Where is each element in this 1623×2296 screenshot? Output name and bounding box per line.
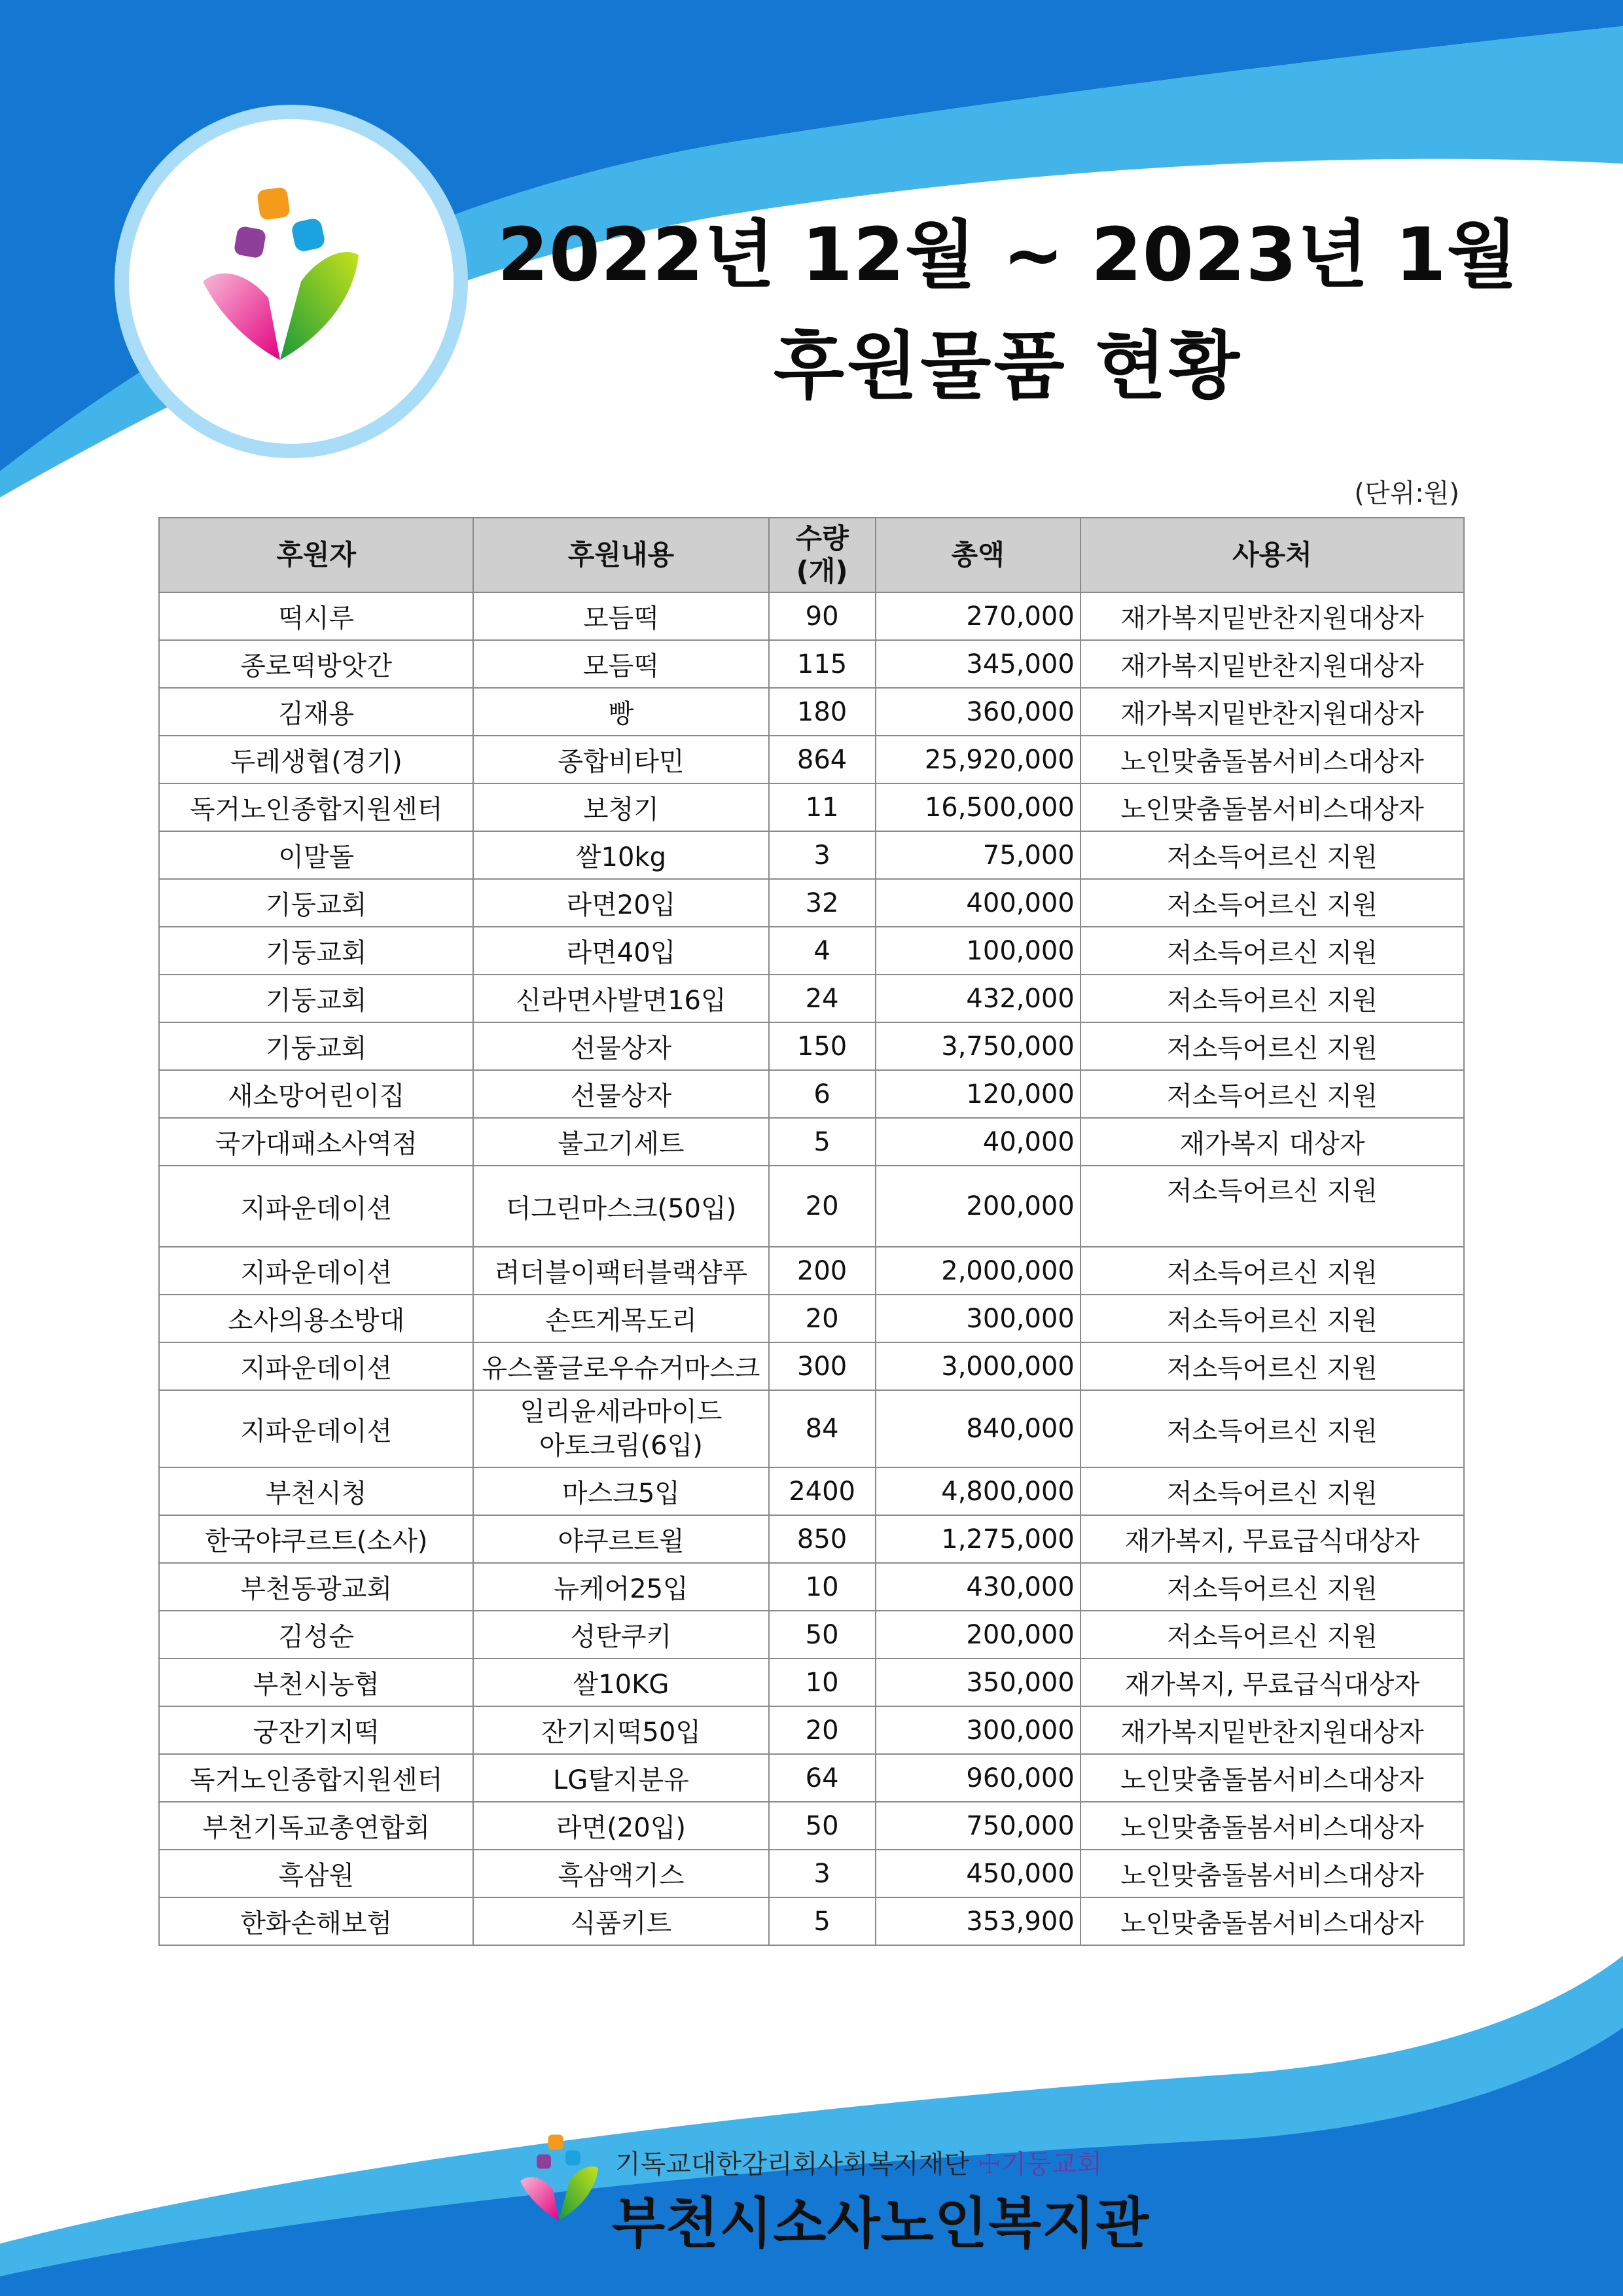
table-row <box>159 1342 1464 1390</box>
page-subtitle: 후원물품 현황 <box>773 324 1243 409</box>
quantity-cell: 300 <box>769 1342 876 1390</box>
quantity-cell: 84 <box>769 1390 876 1467</box>
quantity-cell: 3 <box>769 831 876 879</box>
amount-cell: 200,000 <box>876 1611 1080 1659</box>
usage-cell: 노인맞춤돌봄서비스대상자 <box>1080 1754 1464 1802</box>
amount-cell: 300,000 <box>876 1295 1080 1342</box>
item-cell: 모듬떡 <box>473 640 768 688</box>
table-row <box>159 1467 1464 1515</box>
table-body <box>159 592 1464 1945</box>
quantity-cell: 3 <box>769 1850 876 1897</box>
donor-cell: 이말돌 <box>159 831 473 879</box>
usage-cell: 노인맞춤돌봄서비스대상자 <box>1080 1850 1464 1897</box>
table-row <box>159 640 1464 688</box>
item-cell: 더그린마스크(50입) <box>473 1166 768 1247</box>
amount-cell: 2,000,000 <box>876 1247 1080 1295</box>
header-donor: 후원자 <box>159 518 473 592</box>
header-quantity: 수량 (개) <box>769 518 876 592</box>
table-row <box>159 1802 1464 1850</box>
quantity-cell: 115 <box>769 640 876 688</box>
donor-cell: 종로떡방앗간 <box>159 640 473 688</box>
footer-org-name: 부천시소사노인복지관 <box>612 2191 1150 2255</box>
donor-cell: 두레생협(경기) <box>159 736 473 783</box>
quantity-cell: 24 <box>769 975 876 1022</box>
table-row <box>159 592 1464 640</box>
header-usage: 사용처 <box>1080 518 1464 592</box>
amount-cell: 360,000 <box>876 688 1080 736</box>
table-row <box>159 688 1464 736</box>
table-row <box>159 783 1464 831</box>
item-cell: 쌀10KG <box>473 1659 768 1706</box>
usage-cell: 저소득어르신 지원 <box>1080 1342 1464 1390</box>
table-row <box>159 1022 1464 1070</box>
usage-cell: 재가복지밑반찬지원대상자 <box>1080 1706 1464 1754</box>
usage-cell: 저소득어르신 지원 <box>1080 1247 1464 1295</box>
amount-cell: 960,000 <box>876 1754 1080 1802</box>
quantity-cell: 20 <box>769 1166 876 1247</box>
donor-cell: 떡시루 <box>159 592 473 640</box>
item-cell: 잔기지떡50입 <box>473 1706 768 1754</box>
donor-cell: 궁잔기지떡 <box>159 1706 473 1754</box>
donor-cell: 기둥교회 <box>159 879 473 927</box>
donor-cell: 새소망어린이집 <box>159 1070 473 1118</box>
item-cell: 종합비타민 <box>473 736 768 783</box>
donor-cell: 지파운데이션 <box>159 1342 473 1390</box>
donor-cell: 국가대패소사역점 <box>159 1118 473 1166</box>
quantity-cell: 150 <box>769 1022 876 1070</box>
item-cell: 마스크5입 <box>473 1467 768 1515</box>
donor-cell: 지파운데이션 <box>159 1166 473 1247</box>
amount-cell: 353,900 <box>876 1897 1080 1945</box>
church-cross-icon: ☩ <box>977 2149 1001 2179</box>
donor-cell: 지파운데이션 <box>159 1247 473 1295</box>
item-cell: 뉴케어25입 <box>473 1563 768 1611</box>
item-cell: 성탄쿠키 <box>473 1611 768 1659</box>
donor-cell: 부천시청 <box>159 1467 473 1515</box>
quantity-cell: 10 <box>769 1659 876 1706</box>
donor-cell: 기둥교회 <box>159 975 473 1022</box>
table-row <box>159 1118 1464 1166</box>
item-cell: 라면20입 <box>473 879 768 927</box>
item-cell: 보청기 <box>473 783 768 831</box>
table-row <box>159 1070 1464 1118</box>
donor-cell: 부천시농협 <box>159 1659 473 1706</box>
item-cell: 유스풀글로우슈거마스크 <box>473 1342 768 1390</box>
amount-cell: 350,000 <box>876 1659 1080 1706</box>
donor-cell: 독거노인종합지원센터 <box>159 1754 473 1802</box>
table-row <box>159 1166 1464 1247</box>
donor-cell: 기둥교회 <box>159 1022 473 1070</box>
quantity-cell: 32 <box>769 879 876 927</box>
usage-cell: 재가복지밑반찬지원대상자 <box>1080 592 1464 640</box>
item-cell: 일리윤세라마이드 아토크림(6입) <box>473 1390 768 1467</box>
donor-cell: 소사의용소방대 <box>159 1295 473 1342</box>
usage-cell: 재가복지밑반찬지원대상자 <box>1080 640 1464 688</box>
amount-cell: 100,000 <box>876 927 1080 975</box>
usage-cell: 저소득어르신 지원 <box>1080 1390 1464 1467</box>
header-item: 후원내용 <box>473 518 768 592</box>
amount-cell: 750,000 <box>876 1802 1080 1850</box>
footer-logo-icon <box>517 2130 602 2229</box>
donation-table <box>158 517 1465 1946</box>
item-cell: 식품키트 <box>473 1897 768 1945</box>
usage-cell: 저소득어르신 지원 <box>1080 1166 1464 1247</box>
quantity-cell: 50 <box>769 1802 876 1850</box>
quantity-cell: 2400 <box>769 1467 876 1515</box>
donor-cell: 한국야쿠르트(소사) <box>159 1515 473 1563</box>
amount-cell: 450,000 <box>876 1850 1080 1897</box>
donor-cell: 기둥교회 <box>159 927 473 975</box>
item-cell: 모듬떡 <box>473 592 768 640</box>
quantity-cell: 10 <box>769 1563 876 1611</box>
item-cell: 선물상자 <box>473 1022 768 1070</box>
item-cell: 선물상자 <box>473 1070 768 1118</box>
quantity-cell: 64 <box>769 1754 876 1802</box>
table-row <box>159 1563 1464 1611</box>
usage-cell: 저소득어르신 지원 <box>1080 1022 1464 1070</box>
amount-cell: 432,000 <box>876 975 1080 1022</box>
item-cell: 쌀10kg <box>473 831 768 879</box>
amount-cell: 3,000,000 <box>876 1342 1080 1390</box>
usage-cell: 저소득어르신 지원 <box>1080 975 1464 1022</box>
item-cell: 손뜨게목도리 <box>473 1295 768 1342</box>
amount-cell: 4,800,000 <box>876 1467 1080 1515</box>
amount-cell: 25,920,000 <box>876 736 1080 783</box>
donor-cell: 부천동광교회 <box>159 1563 473 1611</box>
table-row <box>159 1390 1464 1467</box>
quantity-cell: 20 <box>769 1706 876 1754</box>
table-row <box>159 1247 1464 1295</box>
donor-cell: 한화손해보험 <box>159 1897 473 1945</box>
usage-cell: 저소득어르신 지원 <box>1080 1611 1464 1659</box>
usage-cell: 노인맞춤돌봄서비스대상자 <box>1080 1802 1464 1850</box>
quantity-cell: 90 <box>769 592 876 640</box>
quantity-cell: 180 <box>769 688 876 736</box>
amount-cell: 40,000 <box>876 1118 1080 1166</box>
footer-foundation-line <box>615 2144 1102 2181</box>
item-cell: 흑삼액기스 <box>473 1850 768 1897</box>
table-row <box>159 1897 1464 1945</box>
usage-cell: 저소득어르신 지원 <box>1080 831 1464 879</box>
usage-cell: 재가복지, 무료급식대상자 <box>1080 1659 1464 1706</box>
amount-cell: 300,000 <box>876 1706 1080 1754</box>
usage-cell: 노인맞춤돌봄서비스대상자 <box>1080 736 1464 783</box>
amount-cell: 120,000 <box>876 1070 1080 1118</box>
usage-cell: 저소득어르신 지원 <box>1080 1563 1464 1611</box>
quantity-cell: 850 <box>769 1515 876 1563</box>
item-cell: 라면40입 <box>473 927 768 975</box>
foundation-name: 기독교대한감리회사회복지재단 <box>615 2149 969 2179</box>
table-row <box>159 1706 1464 1754</box>
amount-cell: 16,500,000 <box>876 783 1080 831</box>
quantity-cell: 50 <box>769 1611 876 1659</box>
usage-cell: 저소득어르신 지원 <box>1080 1070 1464 1118</box>
quantity-cell: 864 <box>769 736 876 783</box>
item-cell: 려더블이팩터블랙샴푸 <box>473 1247 768 1295</box>
table-row <box>159 1295 1464 1342</box>
usage-cell: 재가복지, 무료급식대상자 <box>1080 1515 1464 1563</box>
item-cell: 불고기세트 <box>473 1118 768 1166</box>
amount-cell: 3,750,000 <box>876 1022 1080 1070</box>
table-row <box>159 1659 1464 1706</box>
amount-cell: 840,000 <box>876 1390 1080 1467</box>
donor-cell: 부천기독교총연합회 <box>159 1802 473 1850</box>
quantity-cell: 11 <box>769 783 876 831</box>
quantity-cell: 4 <box>769 927 876 975</box>
item-cell: 라면(20입) <box>473 1802 768 1850</box>
table-header-row <box>159 518 1464 592</box>
usage-cell: 재가복지 대상자 <box>1080 1118 1464 1166</box>
donor-cell: 지파운데이션 <box>159 1390 473 1467</box>
donor-cell: 독거노인종합지원센터 <box>159 783 473 831</box>
amount-cell: 400,000 <box>876 879 1080 927</box>
table-row <box>159 1515 1464 1563</box>
quantity-cell: 5 <box>769 1118 876 1166</box>
church-name: 기둥교회 <box>1001 2149 1103 2179</box>
amount-cell: 430,000 <box>876 1563 1080 1611</box>
item-cell: LG탈지분유 <box>473 1754 768 1802</box>
table-row <box>159 736 1464 783</box>
quantity-cell: 20 <box>769 1295 876 1342</box>
table-row <box>159 1611 1464 1659</box>
amount-cell: 270,000 <box>876 592 1080 640</box>
usage-cell: 저소득어르신 지원 <box>1080 1467 1464 1515</box>
unit-label: (단위:원) <box>1354 478 1459 509</box>
amount-cell: 345,000 <box>876 640 1080 688</box>
table-row <box>159 831 1464 879</box>
amount-cell: 200,000 <box>876 1166 1080 1247</box>
table-row <box>159 975 1464 1022</box>
usage-cell: 저소득어르신 지원 <box>1080 1295 1464 1342</box>
item-cell: 빵 <box>473 688 768 736</box>
item-cell: 야쿠르트윌 <box>473 1515 768 1563</box>
quantity-cell: 6 <box>769 1070 876 1118</box>
donor-cell: 흑삼원 <box>159 1850 473 1897</box>
header-amount: 총액 <box>876 518 1080 592</box>
donor-cell: 김재용 <box>159 688 473 736</box>
quantity-cell: 5 <box>769 1897 876 1945</box>
amount-cell: 1,275,000 <box>876 1515 1080 1563</box>
page-title: 2022년 12월 ~ 2023년 1월 <box>497 213 1518 298</box>
item-cell: 신라면사발면16입 <box>473 975 768 1022</box>
usage-cell: 노인맞춤돌봄서비스대상자 <box>1080 783 1464 831</box>
table-row <box>159 1754 1464 1802</box>
usage-cell: 저소득어르신 지원 <box>1080 879 1464 927</box>
table-row <box>159 879 1464 927</box>
table-row <box>159 927 1464 975</box>
logo-icon <box>196 183 366 373</box>
usage-cell: 노인맞춤돌봄서비스대상자 <box>1080 1897 1464 1945</box>
usage-cell: 재가복지밑반찬지원대상자 <box>1080 688 1464 736</box>
amount-cell: 75,000 <box>876 831 1080 879</box>
quantity-cell: 200 <box>769 1247 876 1295</box>
table-row <box>159 1850 1464 1897</box>
usage-cell: 저소득어르신 지원 <box>1080 927 1464 975</box>
donor-cell: 김성순 <box>159 1611 473 1659</box>
